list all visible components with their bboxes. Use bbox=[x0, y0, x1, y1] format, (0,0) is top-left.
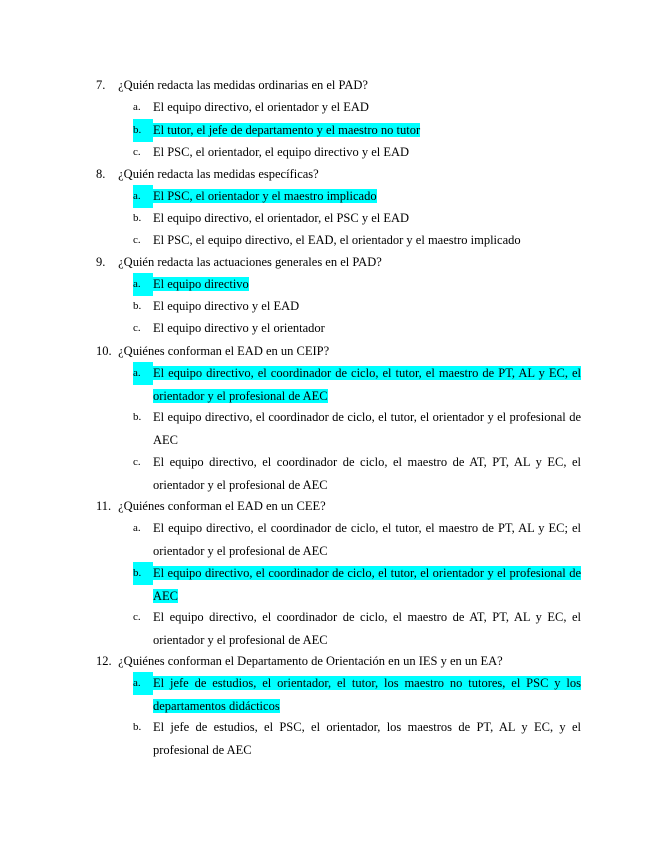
question-number: 9. bbox=[96, 255, 106, 269]
question-number: 11. bbox=[96, 499, 112, 513]
question-text: ¿Quién redacta las actuaciones generales en el PAD? bbox=[118, 255, 382, 269]
option-letter: a. bbox=[133, 362, 153, 385]
option-letter: a. bbox=[133, 185, 153, 208]
question-text: ¿Quién redacta las medidas ordinarias en el PAD? bbox=[118, 78, 368, 92]
option-11b bbox=[133, 562, 581, 607]
option-7c bbox=[133, 141, 581, 164]
option-letter: c. bbox=[133, 322, 141, 334]
option-text: El equipo directivo, el orientador, el PSC y el EAD bbox=[153, 211, 410, 225]
option-text: El equipo directivo y el EAD bbox=[153, 299, 300, 313]
option-text: El jefe de estudios, el PSC, el orientador, los maestros de PT, AL y EC, y el profesional de AEC bbox=[153, 720, 581, 757]
option-8a bbox=[133, 185, 581, 208]
option-text: El equipo directivo, el coordinador de ciclo, el tutor, el maestro de PT, AL y EC; el orientador y el profesional de AEC bbox=[153, 521, 581, 558]
question-text: ¿Quiénes conforman el EAD en un CEE? bbox=[118, 499, 326, 513]
option-10a bbox=[133, 362, 581, 407]
option-letter: b. bbox=[133, 721, 142, 733]
option-letter: c. bbox=[133, 234, 141, 246]
option-letter: b. bbox=[133, 212, 142, 224]
question-7 bbox=[96, 74, 596, 97]
option-12a bbox=[133, 672, 581, 717]
question-number: 10. bbox=[96, 344, 112, 358]
question-9 bbox=[96, 251, 596, 274]
option-letter: a. bbox=[133, 672, 153, 695]
option-text: El equipo directivo, el coordinador de ciclo, el maestro de AT, PT, AL y EC, el orientador y el profesional de AEC bbox=[153, 610, 581, 647]
option-text: El PSC, el equipo directivo, el EAD, el orientador y el maestro implicado bbox=[153, 233, 521, 247]
option-letter: b. bbox=[133, 119, 153, 142]
option-9a bbox=[133, 273, 581, 296]
question-text: ¿Quiénes conforman el Departamento de Orientación en un IES y en un EA? bbox=[118, 654, 503, 668]
option-letter: c. bbox=[133, 611, 141, 623]
question-number: 8. bbox=[96, 167, 106, 181]
option-letter: c. bbox=[133, 146, 141, 158]
question-text: ¿Quiénes conforman el EAD en un CEIP? bbox=[118, 344, 330, 358]
option-text: El equipo directivo y el orientador bbox=[153, 321, 325, 335]
option-text: El equipo directivo, el orientador y el EAD bbox=[153, 100, 369, 114]
option-text-highlighted: El PSC, el orientador y el maestro implicado bbox=[153, 189, 377, 203]
option-10b bbox=[133, 406, 581, 451]
option-text-highlighted: El equipo directivo bbox=[153, 277, 249, 291]
question-8 bbox=[96, 163, 596, 186]
option-letter: a. bbox=[133, 522, 141, 534]
option-9b bbox=[133, 295, 581, 318]
option-11c bbox=[133, 606, 581, 651]
option-8c bbox=[133, 229, 581, 252]
question-number: 7. bbox=[96, 78, 106, 92]
option-letter: b. bbox=[133, 562, 153, 585]
question-12 bbox=[96, 650, 596, 673]
option-letter: a. bbox=[133, 101, 141, 113]
question-number: 12. bbox=[96, 654, 112, 668]
option-letter: b. bbox=[133, 300, 142, 312]
option-text-highlighted: El tutor, el jefe de departamento y el maestro no tutor bbox=[153, 123, 421, 137]
option-7a bbox=[133, 96, 581, 119]
question-11 bbox=[96, 495, 596, 518]
option-11a bbox=[133, 517, 581, 562]
option-text: El equipo directivo, el coordinador de ciclo, el maestro de AT, PT, AL y EC, el orientador y el profesional de AEC bbox=[153, 455, 581, 492]
question-text: ¿Quién redacta las medidas específicas? bbox=[118, 167, 319, 181]
option-text-highlighted: El equipo directivo, el coordinador de ciclo, el tutor, el maestro de PT, AL y EC, el orientador y el profesional de AEC bbox=[153, 366, 581, 403]
option-text: El equipo directivo, el coordinador de ciclo, el tutor, el orientador y el profesional de AEC bbox=[153, 410, 581, 447]
option-7b bbox=[133, 119, 581, 142]
option-text-highlighted: El jefe de estudios, el orientador, el tutor, los maestro no tutores, el PSC y los departamentos didácticos bbox=[153, 676, 581, 713]
option-text-highlighted: El equipo directivo, el coordinador de ciclo, el tutor, el orientador y el profesional de AEC bbox=[153, 566, 581, 603]
option-letter: b. bbox=[133, 411, 142, 423]
option-10c bbox=[133, 451, 581, 496]
option-letter: c. bbox=[133, 456, 141, 468]
question-10 bbox=[96, 340, 596, 363]
option-12b bbox=[133, 716, 581, 761]
option-letter: a. bbox=[133, 273, 153, 296]
option-8b bbox=[133, 207, 581, 230]
option-text: El PSC, el orientador, el equipo directivo y el EAD bbox=[153, 145, 410, 159]
option-9c bbox=[133, 317, 581, 340]
